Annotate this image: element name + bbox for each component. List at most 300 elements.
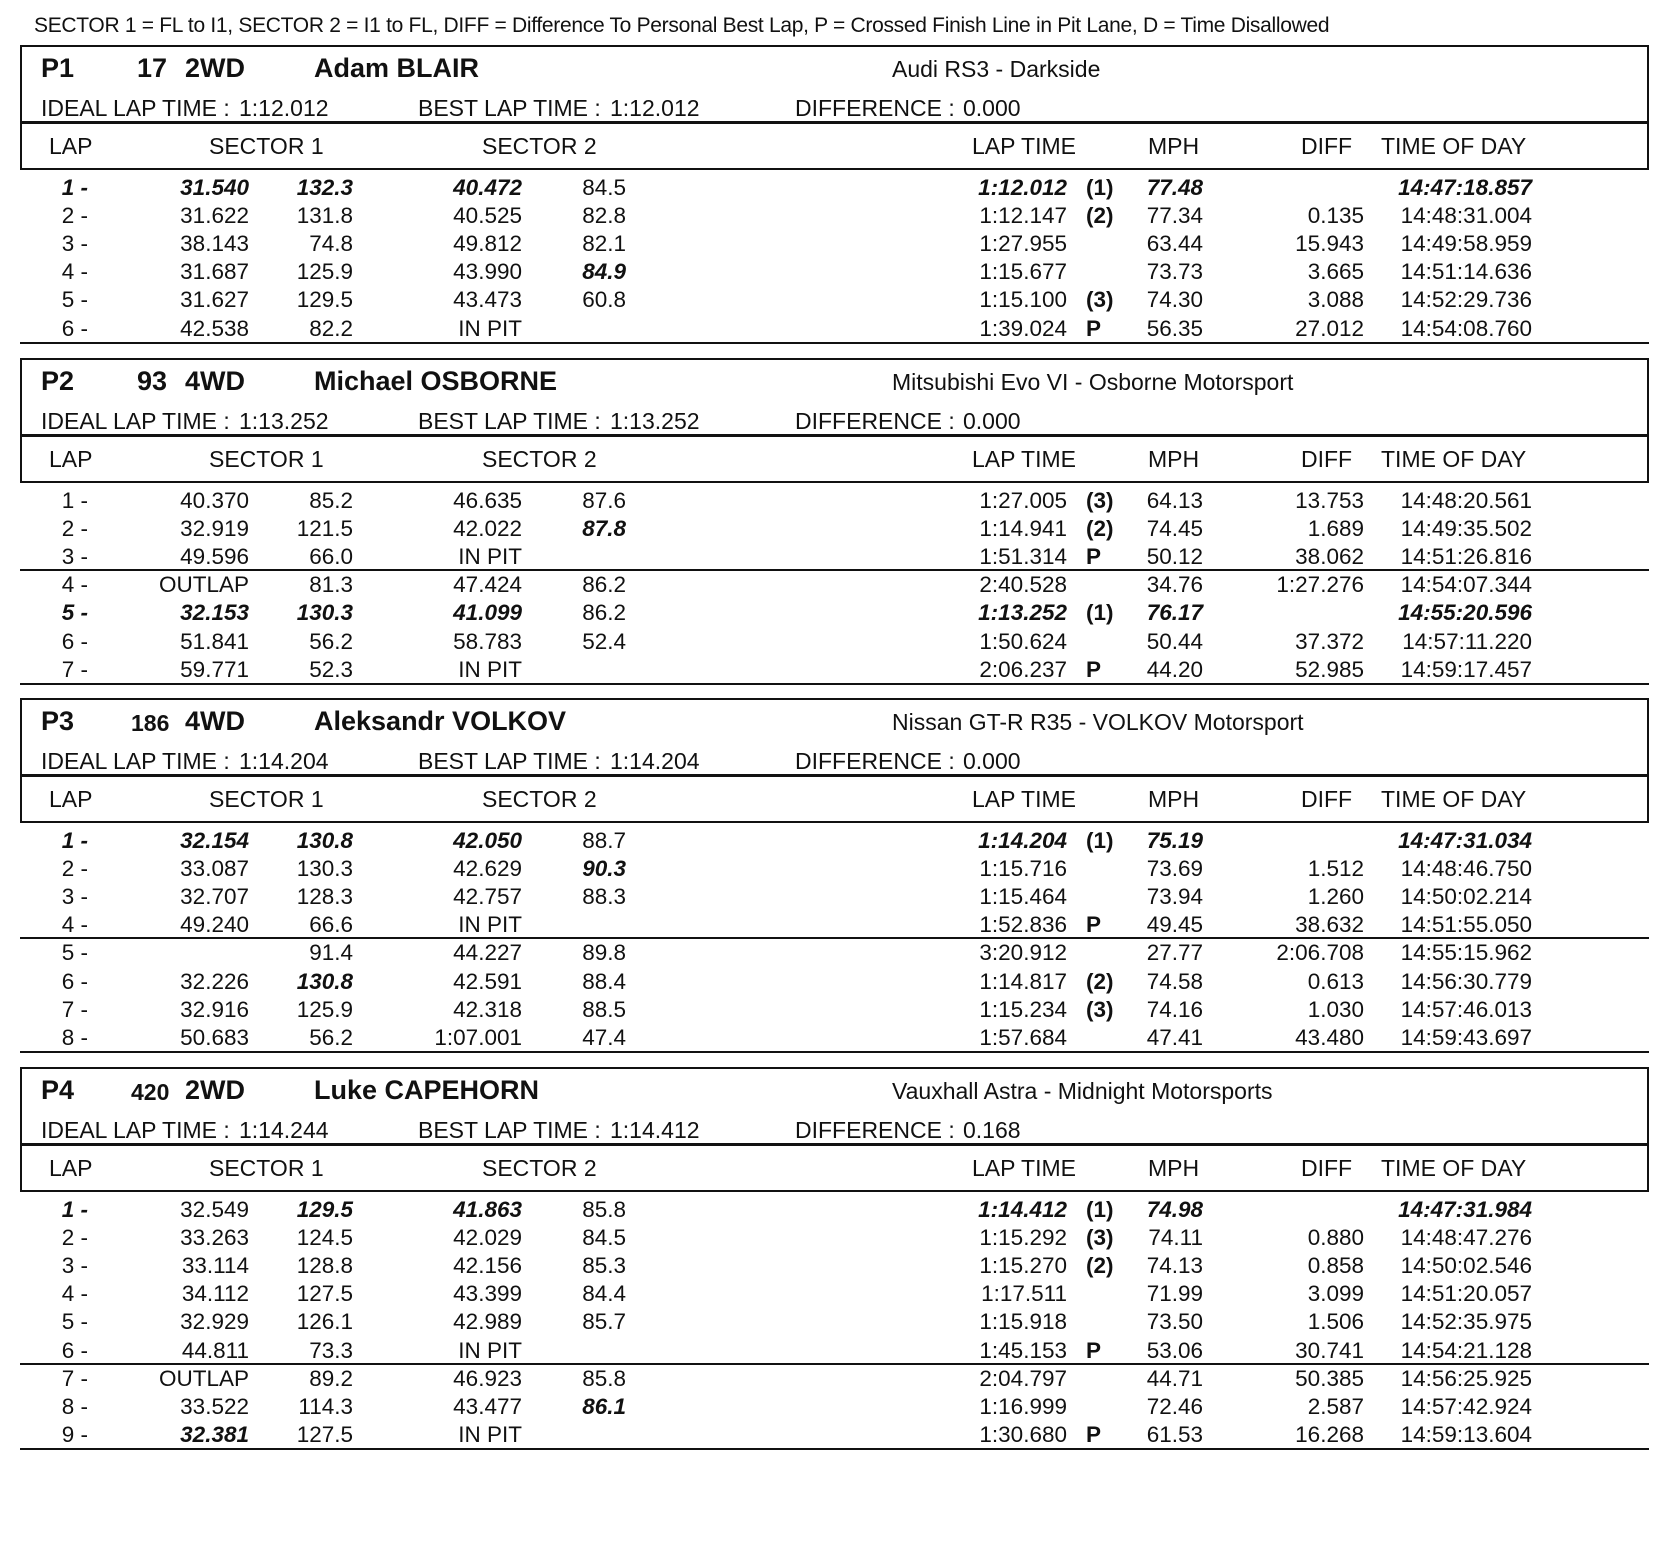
lap-diff: 38.632 [1295,912,1364,938]
sector1-time: 38.143 [180,231,249,257]
sector2-speed: 88.4 [582,968,626,994]
lap-mph: 74.98 [1146,1197,1203,1222]
col-lap: LAP [49,133,93,159]
time-of-day: 14:59:17.457 [1400,656,1532,682]
lap-diff: 1.689 [1307,516,1364,542]
lap-rank: (2) [1086,203,1114,229]
sector2-time: 43.473 [453,287,522,313]
lap-number: 5 - [61,287,88,313]
lap-time: 1:52.836 [979,912,1067,938]
time-of-day: 14:57:46.013 [1400,996,1532,1022]
col-diff: DIFF [1301,446,1353,472]
sector2-speed: 84.5 [582,1225,626,1251]
lap-number: 2 - [61,1225,88,1251]
col-sector1: SECTOR 1 [209,786,324,812]
sector1-speed: 128.3 [296,884,353,910]
lap-mph: 47.41 [1146,1024,1203,1050]
sector1-speed: 132.3 [296,175,353,200]
sector1-time: 32.916 [180,996,249,1022]
legend-text: SECTOR 1 = FL to I1, SECTOR 2 = I1 to FL, DIFF = Difference To Personal Best Lap, P = Crossed Finish Line in Pit Lane, D = Time Disallowed [34,14,1330,37]
sector2-time: 41.863 [453,1197,522,1222]
block-bottom-rule [20,683,1649,685]
sector2-time: 42.029 [453,1225,522,1251]
table-row [20,995,1649,1025]
driver-name: Aleksandr VOLKOV [314,706,567,736]
sector1-time: 32.154 [180,828,249,853]
sector2-speed: 82.8 [582,203,626,229]
sector1-speed: 130.8 [296,968,353,994]
lap-diff: 15.943 [1295,231,1364,257]
table-row [20,229,1649,259]
col-time-of-day: TIME OF DAY [1381,446,1527,472]
lap-time: 1:13.252 [978,600,1067,626]
col-sector2: SECTOR 2 [482,446,597,472]
driver-name: Luke CAPEHORN [314,1075,540,1105]
time-of-day: 14:48:31.004 [1400,203,1532,229]
table-row [20,854,1649,884]
sector1-speed: 128.8 [296,1253,353,1279]
sector1-speed: 114.3 [298,1393,353,1419]
lap-rank: (1) [1086,600,1114,626]
lap-number: 3 - [61,884,88,910]
sector1-time: 32.929 [180,1309,249,1335]
lap-mph: 74.13 [1146,1253,1203,1279]
sector2-speed: 84.4 [582,1281,626,1307]
lap-number: 5 - [61,940,88,966]
lap-rank: (2) [1086,516,1114,542]
table-row [20,257,1649,287]
lap-time: 1:14.412 [978,1197,1067,1222]
driver-name: Adam BLAIR [314,53,480,83]
sector1-time: 32.919 [180,516,249,542]
difference-label: DIFFERENCE : [795,748,955,774]
sector2-speed: 89.8 [582,940,626,966]
sector1-time: 31.540 [180,175,249,200]
lap-mph: 34.76 [1146,572,1203,598]
sector2-time: 42.050 [453,828,522,853]
sector1-speed: 82.2 [309,315,353,341]
block-bottom-rule [20,1051,1649,1053]
sector1-time: 32.549 [180,1197,249,1222]
lap-mph: 56.35 [1146,315,1203,341]
table-row [20,882,1649,912]
col-time-of-day: TIME OF DAY [1381,786,1527,812]
col-diff: DIFF [1301,1155,1353,1181]
col-lap: LAP [49,1155,93,1181]
col-time-of-day: TIME OF DAY [1381,133,1527,159]
car-class: 4WD [185,706,245,736]
lap-number: 9 - [61,1421,88,1447]
lap-diff: 2:06.708 [1276,940,1364,966]
ideal-lap-label: IDEAL LAP TIME : [41,1117,230,1143]
sector1-speed: 56.2 [309,628,353,654]
sector1-speed: 126.1 [296,1309,353,1335]
lap-mph: 44.71 [1146,1365,1203,1391]
table-row [20,938,1649,968]
lap-mph: 64.13 [1146,488,1203,513]
sector2-time: 40.472 [453,175,522,200]
lap-number: 6 - [61,315,88,341]
lap-rank: P [1086,1421,1102,1447]
car-class: 2WD [185,53,245,83]
lap-time: 1:30.680 [979,1421,1067,1447]
sector1-time: 32.707 [180,884,249,910]
lap-rank: (3) [1086,488,1114,513]
lap-diff: 3.665 [1307,259,1364,285]
best-lap-time: 1:13.252 [610,408,700,434]
lap-number: 1 - [61,1197,88,1222]
time-of-day: 14:54:07.344 [1400,572,1532,598]
sector2-time: 58.783 [453,628,522,654]
sector2-speed: 87.6 [582,488,626,513]
column-header-row [20,1144,1649,1192]
table-row [20,1023,1649,1053]
table-row [20,826,1649,856]
table-row [20,201,1649,231]
car-number: 186 [131,710,170,736]
sector1-time: 31.622 [180,203,249,229]
sector2-speed: 86.2 [582,572,626,598]
sector1-time: 33.087 [180,856,249,882]
lap-number: 7 - [61,1365,88,1391]
table-row [20,514,1649,544]
sector1-speed: 121.5 [296,516,353,542]
block-bottom-rule [20,1448,1649,1450]
sector1-speed: 73.3 [309,1337,353,1363]
lap-mph: 50.44 [1146,628,1203,654]
sector1-speed: 89.2 [309,1365,353,1391]
lap-diff: 30.741 [1295,1337,1364,1363]
lap-rank: (2) [1086,968,1114,994]
table-row [20,285,1649,315]
sector1-time: 33.114 [181,1253,249,1279]
sector2-speed: 84.9 [582,259,626,285]
best-lap-time: 1:14.204 [610,748,700,774]
sector1-speed: 130.3 [296,856,353,882]
lap-time: 1:15.677 [979,259,1067,285]
table-row [20,570,1649,600]
lap-rank: (3) [1086,996,1114,1022]
col-time-of-day: TIME OF DAY [1381,1155,1527,1181]
sector2-speed: 87.8 [582,516,626,542]
sector1-time: 49.596 [180,544,249,570]
sector1-time: OUTLAP [158,572,249,598]
lap-number: 7 - [61,996,88,1022]
driver-header [20,45,1649,123]
table-row [20,1392,1649,1422]
sector2-time: IN PIT [458,1337,522,1363]
lap-time: 2:04.797 [979,1365,1067,1391]
table-row [20,314,1649,344]
table-row [20,1223,1649,1253]
driver-header-line2 [22,408,1647,436]
lap-rank: (2) [1086,1253,1114,1279]
sector1-speed: 81.3 [309,572,353,598]
sector2-speed: 85.7 [582,1309,626,1335]
sector2-speed: 86.1 [582,1393,626,1419]
time-of-day: 14:47:31.984 [1398,1197,1532,1222]
table-row [20,598,1649,628]
sector2-time: 49.812 [453,231,522,257]
lap-time: 1:15.234 [979,996,1067,1022]
ideal-lap-label: IDEAL LAP TIME : [41,408,230,434]
column-header-row [20,122,1649,170]
sector2-time: 43.399 [453,1281,522,1307]
driver-header-line2 [22,748,1647,776]
sector1-speed: 129.5 [296,287,353,313]
lap-rank: (1) [1086,1197,1114,1222]
lap-diff: 3.088 [1307,287,1364,313]
sector2-time: IN PIT [458,656,522,682]
lap-mph: 74.16 [1146,996,1203,1022]
lap-time: 1:27.005 [979,488,1067,513]
table-row [20,627,1649,657]
lap-number: 4 - [61,572,88,598]
pit-separator [20,569,1649,571]
col-mph: MPH [1148,446,1200,472]
lap-diff: 1.030 [1307,996,1364,1022]
sector2-speed: 84.5 [582,175,626,200]
lap-diff: 50.385 [1295,1365,1364,1391]
sector1-time: 49.240 [180,912,249,938]
lap-mph: 63.44 [1146,231,1203,257]
lap-mph: 71.99 [1146,1281,1203,1307]
sector2-speed: 88.5 [582,996,626,1022]
time-of-day: 14:55:20.596 [1398,600,1532,626]
driver-header-line1 [22,706,1647,740]
driver-name: Michael OSBORNE [314,366,558,396]
time-of-day: 14:52:35.975 [1400,1309,1532,1335]
best-lap-label: BEST LAP TIME : [418,748,601,774]
lap-mph: 75.19 [1146,828,1203,853]
lap-mph: 27.77 [1146,940,1203,966]
lap-mph: 76.17 [1146,600,1203,626]
sector2-time: 44.227 [453,940,522,966]
lap-mph: 50.12 [1146,544,1203,570]
time-of-day: 14:51:55.050 [1400,912,1532,938]
col-sector1: SECTOR 1 [209,1155,324,1181]
best-lap-label: BEST LAP TIME : [418,95,601,121]
ideal-lap-time: 1:14.244 [239,1117,329,1143]
sector1-speed: 130.3 [296,600,353,626]
car-number: 93 [137,366,168,396]
lap-time: 1:16.999 [979,1393,1067,1419]
table-row [20,1307,1649,1337]
sector2-time: 40.525 [453,203,522,229]
lap-number: 4 - [61,1281,88,1307]
time-of-day: 14:50:02.546 [1400,1253,1532,1279]
time-of-day: 14:59:13.604 [1400,1421,1532,1447]
difference-label: DIFFERENCE : [795,95,955,121]
sector2-time: 41.099 [453,600,522,626]
lap-mph: 77.34 [1146,203,1203,229]
lap-time: 1:57.684 [979,1024,1067,1050]
driver-header-line2 [22,95,1647,123]
sector2-speed: 82.1 [582,231,626,257]
lap-number: 2 - [61,203,88,229]
time-of-day: 14:48:46.750 [1400,856,1532,882]
lap-mph: 77.48 [1146,175,1203,200]
lap-rank: P [1086,912,1102,938]
time-of-day: 14:55:15.962 [1400,940,1532,966]
time-of-day: 14:57:11.220 [1402,628,1532,654]
sector2-speed: 85.3 [582,1253,626,1279]
lap-number: 8 - [61,1024,88,1050]
lap-number: 3 - [61,1253,88,1279]
col-lap-time: LAP TIME [972,446,1076,472]
sector1-time: 32.381 [180,1421,249,1447]
lap-mph: 53.06 [1146,1337,1203,1363]
sector1-time: 32.226 [180,968,249,994]
lap-number: 7 - [61,656,88,682]
lap-number: 1 - [61,828,88,853]
time-of-day: 14:54:21.128 [1400,1337,1532,1363]
table-row [20,542,1649,572]
sector2-speed: 88.3 [582,884,626,910]
sector1-speed: 91.4 [309,940,353,966]
lap-time: 1:51.314 [979,544,1067,570]
lap-number: 2 - [61,856,88,882]
lap-mph: 74.58 [1146,968,1203,994]
sector1-time: OUTLAP [158,1365,249,1391]
sector2-time: 42.757 [453,884,522,910]
lap-time: 1:15.270 [979,1253,1067,1279]
col-lap: LAP [49,446,93,472]
car-team: Nissan GT-R R35 - VOLKOV Motorsport [892,709,1304,735]
time-of-day: 14:54:08.760 [1400,315,1532,341]
lap-rank: P [1086,1337,1102,1363]
lap-time: 1:39.024 [979,315,1067,341]
lap-number: 5 - [61,1309,88,1335]
car-team: Mitsubishi Evo VI - Osborne Motorsport [892,369,1294,395]
lap-diff: 2.587 [1307,1393,1364,1419]
sector2-time: 42.318 [453,996,522,1022]
lap-diff: 1:27.276 [1276,572,1364,598]
lap-rank: (1) [1086,828,1114,853]
lap-time: 2:40.528 [979,572,1067,598]
lap-diff: 0.613 [1307,968,1364,994]
lap-mph: 73.73 [1146,259,1203,285]
best-lap-label: BEST LAP TIME : [418,1117,601,1143]
driver-header-line1 [22,53,1647,87]
time-of-day: 14:51:26.816 [1400,544,1532,570]
lap-rank: P [1086,544,1102,570]
lap-number: 4 - [61,259,88,285]
lap-number: 1 - [61,488,88,513]
col-sector2: SECTOR 2 [482,1155,597,1181]
best-lap-time: 1:12.012 [610,95,700,121]
driver-header-line1 [22,1075,1647,1109]
sector2-time: 42.989 [453,1309,522,1335]
difference-value: 0.168 [963,1117,1021,1143]
ideal-lap-time: 1:12.012 [239,95,329,121]
col-lap-time: LAP TIME [972,786,1076,812]
ideal-lap-label: IDEAL LAP TIME : [41,748,230,774]
table-row [20,1251,1649,1281]
lap-number: 6 - [61,968,88,994]
sector2-speed: 88.7 [582,828,626,853]
lap-diff: 1.506 [1307,1309,1364,1335]
sector2-time: 42.629 [453,856,522,882]
sector2-time: 47.424 [453,572,522,598]
block-bottom-rule [20,342,1649,344]
sector1-time: 31.687 [180,259,249,285]
sector2-speed: 60.8 [582,287,626,313]
position: P1 [41,53,75,83]
sector2-speed: 47.4 [582,1024,626,1050]
lap-time: 1:15.464 [979,884,1067,910]
lap-rank: (1) [1086,175,1114,200]
table-row [20,655,1649,685]
driver-header [20,1067,1649,1145]
pit-separator [20,1363,1649,1365]
time-of-day: 14:47:18.857 [1398,175,1532,200]
time-of-day: 14:49:35.502 [1400,516,1532,542]
table-row [20,486,1649,516]
position: P4 [41,1075,75,1105]
sector1-time: 32.153 [180,600,249,626]
sector2-time: 42.591 [453,968,522,994]
sector2-time: 42.156 [453,1253,522,1279]
col-sector2: SECTOR 2 [482,133,597,159]
sector1-time: 40.370 [180,488,249,513]
lap-number: 5 - [61,600,88,626]
table-row [20,967,1649,997]
difference-label: DIFFERENCE : [795,408,955,434]
lap-diff: 0.880 [1307,1225,1364,1251]
lap-diff: 13.753 [1295,488,1364,513]
lap-time: 1:27.955 [979,231,1067,257]
position: P3 [41,706,75,736]
sector1-speed: 125.9 [296,996,353,1022]
sector1-speed: 125.9 [296,259,353,285]
lap-diff: 3.099 [1307,1281,1364,1307]
sector2-time: 46.923 [453,1365,522,1391]
lap-diff: 0.135 [1307,203,1364,229]
sector1-time: 42.538 [180,315,249,341]
lap-time: 1:15.918 [979,1309,1067,1335]
lap-mph: 73.50 [1146,1309,1203,1335]
lap-rank: (3) [1086,287,1114,313]
sector1-speed: 52.3 [309,656,353,682]
lap-mph: 73.94 [1146,884,1203,910]
sector1-speed: 74.8 [309,231,353,257]
lap-mph: 73.69 [1146,856,1203,882]
difference-label: DIFFERENCE : [795,1117,955,1143]
sector1-speed: 131.8 [296,203,353,229]
lap-time: 1:14.941 [979,516,1067,542]
car-team: Audi RS3 - Darkside [892,56,1101,82]
sector2-speed: 85.8 [582,1365,626,1391]
car-number: 420 [131,1079,170,1105]
lap-diff: 16.268 [1295,1421,1364,1447]
col-diff: DIFF [1301,133,1353,159]
sector1-time: 31.627 [180,287,249,313]
sector2-time: IN PIT [458,315,522,341]
sector1-speed: 66.6 [309,912,353,938]
lap-mph: 74.45 [1146,516,1203,542]
sector2-time: 43.990 [453,259,522,285]
sector1-time: 51.841 [180,628,249,654]
time-of-day: 14:57:42.924 [1400,1393,1532,1419]
time-of-day: 14:50:02.214 [1400,884,1532,910]
col-diff: DIFF [1301,786,1353,812]
car-class: 4WD [185,366,245,396]
time-of-day: 14:51:20.057 [1400,1281,1532,1307]
sector1-speed: 130.8 [296,828,353,853]
car-number: 17 [137,53,168,83]
ideal-lap-label: IDEAL LAP TIME : [41,95,230,121]
